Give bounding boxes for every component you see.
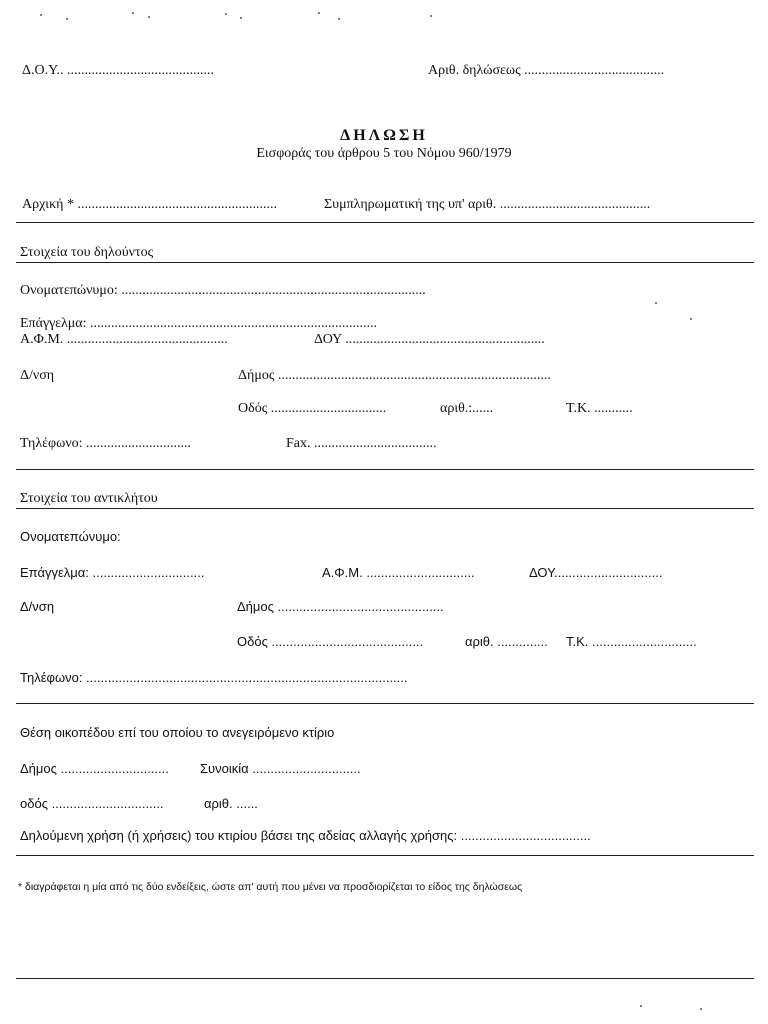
divider xyxy=(16,222,754,223)
declarant-postcode-field: Τ.Κ. ........... xyxy=(566,401,633,416)
initial-declaration-field: Αρχική * ......................................................... xyxy=(22,197,277,212)
representative-street-field: Οδός .......................................... xyxy=(237,634,424,649)
declarant-municipality-field: Δήμος .............................................................................. xyxy=(238,368,551,383)
plot-neighborhood-field: Συνοικία .............................. xyxy=(200,761,361,776)
representative-section-heading: Στοιχεία του αντικλήτου xyxy=(20,491,158,506)
page-title: ΔΗΛΩΣΗ xyxy=(340,127,428,144)
representative-postcode-field: Τ.Κ. ............................. xyxy=(566,634,697,649)
building-usage-field: Δηλούμενη χρήση (ή χρήσεις) του κτιρίου βάσει της αδείας αλλαγής χρήσης: .................................... xyxy=(20,828,591,843)
declarant-street-field: Οδός ................................. xyxy=(238,401,387,416)
divider xyxy=(16,508,754,509)
representative-name-field: Ονοματεπώνυμο: xyxy=(20,529,121,544)
page-subtitle: Εισφοράς του άρθρου 5 του Νόμου 960/1979 xyxy=(256,146,512,161)
representative-doy-field: ΔΟΥ.............................. xyxy=(529,565,663,580)
representative-profession-field: Επάγγελμα: ............................... xyxy=(20,565,205,580)
declarant-number-field: αριθ.:...... xyxy=(440,401,494,416)
divider xyxy=(16,703,754,704)
divider xyxy=(16,262,754,263)
divider xyxy=(16,855,754,856)
plot-number-field: αριθ. ...... xyxy=(204,796,258,811)
declarant-section-heading: Στοιχεία του δηλούντος xyxy=(20,245,154,260)
divider xyxy=(16,978,754,979)
declarant-fax-field: Fax. ................................... xyxy=(286,436,437,451)
divider xyxy=(16,469,754,470)
representative-afm-field: Α.Φ.Μ. .............................. xyxy=(322,565,475,580)
representative-number-field: αριθ. .............. xyxy=(465,634,548,649)
declarant-profession-field: Επάγγελμα: .................................................................................. xyxy=(20,316,377,331)
declarant-phone-field: Τηλέφωνο: .............................. xyxy=(20,436,192,451)
supplementary-declaration-field: Συμπληρωματική της υπ' αριθ. ........................................... xyxy=(324,197,651,212)
declarant-name-field: Ονοματεπώνυμο: ....................................................................................... xyxy=(20,283,426,298)
footnote: * διαγράφεται η μία από τις δύο ενδείξεις, ώστε απ' αυτή που μένει να προσδιορίζεται το είδος της δηλώσεως xyxy=(18,881,523,893)
declaration-number-field: Αριθ. δηλώσεως ........................................ xyxy=(428,63,665,78)
doy-field: Δ.Ο.Υ.. .......................................... xyxy=(22,63,214,78)
plot-municipality-field: Δήμος .............................. xyxy=(20,761,169,776)
declarant-address-label: Δ/νση xyxy=(20,368,55,383)
declarant-afm-field: Α.Φ.Μ. .............................................. xyxy=(20,332,228,347)
plot-location-heading: Θέση οικοπέδου επί του οποίου το ανεγειρόμενο κτίριο xyxy=(20,725,335,740)
representative-municipality-field: Δήμος .............................................. xyxy=(237,599,444,614)
representative-address-label: Δ/νση xyxy=(20,599,55,614)
plot-street-field: οδός ............................... xyxy=(20,796,164,811)
representative-phone-field: Τηλέφωνο: ......................................................................................... xyxy=(20,670,408,685)
declarant-doy-field: ΔΟΥ ......................................................... xyxy=(314,332,545,347)
